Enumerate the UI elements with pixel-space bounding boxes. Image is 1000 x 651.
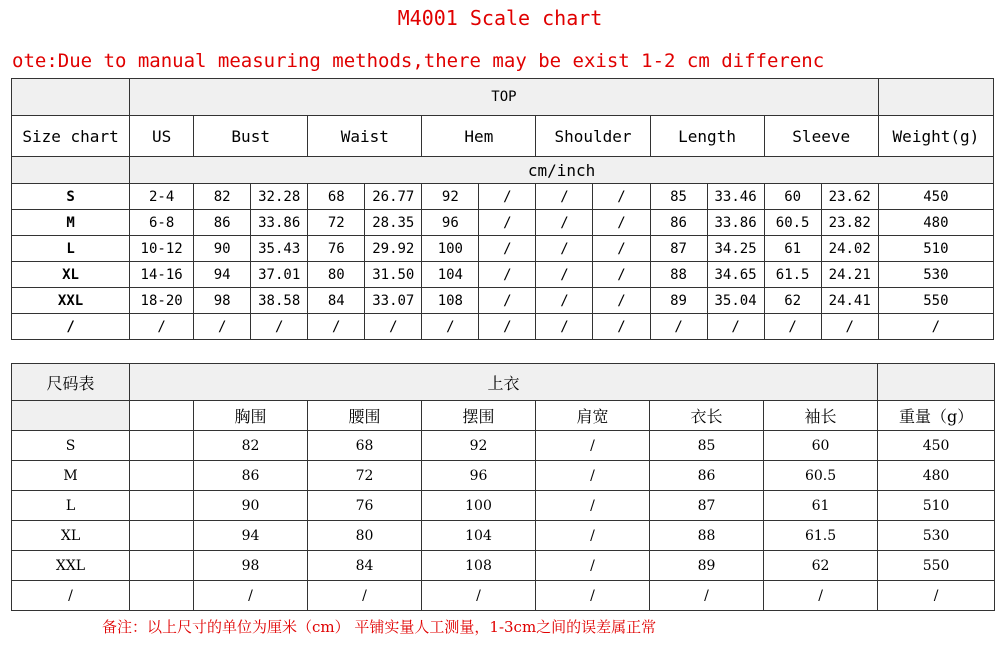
table-row <box>12 314 994 340</box>
size-label-cell: XL <box>12 521 130 551</box>
table-cell: / <box>764 314 821 340</box>
size-label-cell: XL <box>12 262 130 288</box>
table-cell: / <box>536 491 650 521</box>
table-row <box>12 210 994 236</box>
table-cell: 88 <box>650 262 707 288</box>
size-label-cell: M <box>12 210 130 236</box>
table-cell: / <box>821 314 878 340</box>
table-cell: 18-20 <box>130 288 194 314</box>
table-cell: 72 <box>308 461 422 491</box>
chart-title: M4001 Scale chart <box>397 6 603 30</box>
blank-cell <box>130 521 194 551</box>
table-cell: 85 <box>650 184 707 210</box>
table-cell: 72 <box>308 210 365 236</box>
table-cell: 480 <box>878 210 993 236</box>
table-cell: 510 <box>878 491 995 521</box>
header-shoulder-cn: 肩宽 <box>536 401 650 431</box>
table-cell: 32.28 <box>251 184 308 210</box>
table-cell: 33.07 <box>365 288 422 314</box>
table-cell: 68 <box>308 184 365 210</box>
header-length-cn: 衣长 <box>650 401 764 431</box>
table-cell: 33.46 <box>707 184 764 210</box>
size-label-cell: L <box>12 491 130 521</box>
table-cell: 33.86 <box>251 210 308 236</box>
table-cell: 62 <box>764 551 878 581</box>
header-hem-cn: 摆围 <box>422 401 536 431</box>
blank-header-cell <box>878 79 993 116</box>
table-cell: 23.62 <box>821 184 878 210</box>
table-row <box>12 521 995 551</box>
table-cell: / <box>422 581 536 611</box>
table-cell: 24.21 <box>821 262 878 288</box>
table-cell: 35.04 <box>707 288 764 314</box>
table-cell: 28.35 <box>365 210 422 236</box>
table-cell: / <box>479 236 536 262</box>
table-cell: 60.5 <box>764 461 878 491</box>
table-cell: 94 <box>194 521 308 551</box>
footer-note: 备注：以上尺寸的单位为厘米（cm） 平铺实量人工测量，1-3cm之间的误差属正常 <box>102 618 657 636</box>
table-cell: / <box>536 581 650 611</box>
english-size-table <box>11 78 994 340</box>
table-cell: 550 <box>878 288 993 314</box>
group-header-top-cn: 上衣 <box>130 364 878 401</box>
table-cell: 100 <box>422 236 479 262</box>
table-cell: 31.50 <box>365 262 422 288</box>
table-cell: / <box>194 581 308 611</box>
table-cell: / <box>365 314 422 340</box>
table-cell: 26.77 <box>365 184 422 210</box>
table-cell: 96 <box>422 461 536 491</box>
table-cell: 87 <box>650 236 707 262</box>
table-cell: 6-8 <box>130 210 194 236</box>
table-row <box>12 431 995 461</box>
table-cell: / <box>707 314 764 340</box>
table-cell: 92 <box>422 431 536 461</box>
table-cell: 92 <box>422 184 479 210</box>
measurement-note: ote:Due to manual measuring methods,there may be exist 1-2 cm differenc <box>12 50 825 72</box>
table-cell: 35.43 <box>251 236 308 262</box>
blank-cell <box>130 491 194 521</box>
table-cell: / <box>536 288 593 314</box>
size-label-cell: S <box>12 431 130 461</box>
table-cell: 62 <box>764 288 821 314</box>
table-cell: / <box>422 314 479 340</box>
size-label-cell: / <box>12 314 130 340</box>
table-cell: 86 <box>194 210 251 236</box>
table-row <box>12 491 995 521</box>
header-bust: Bust <box>194 116 308 157</box>
table-cell: 34.25 <box>707 236 764 262</box>
table-cell: 98 <box>194 288 251 314</box>
table-cell: / <box>479 262 536 288</box>
table-cell: 61.5 <box>764 521 878 551</box>
table-cell: 84 <box>308 551 422 581</box>
table-row <box>12 288 994 314</box>
table-cell: / <box>536 262 593 288</box>
table-cell: 85 <box>650 431 764 461</box>
table-cell: / <box>536 210 593 236</box>
table-cell: 108 <box>422 551 536 581</box>
table-cell: 68 <box>308 431 422 461</box>
table-cell: 510 <box>878 236 993 262</box>
table-cell: 90 <box>194 236 251 262</box>
table-cell: / <box>650 581 764 611</box>
table-cell: 108 <box>422 288 479 314</box>
table-cell: 80 <box>308 521 422 551</box>
header-size-chart: Size chart <box>12 116 130 157</box>
table-cell: 84 <box>308 288 365 314</box>
table-cell: / <box>130 314 194 340</box>
group-header-top: TOP <box>130 79 879 116</box>
blank-cell <box>130 551 194 581</box>
header-sleeve-cn: 袖长 <box>764 401 878 431</box>
table-cell: 14-16 <box>130 262 194 288</box>
header-sleeve: Sleeve <box>764 116 878 157</box>
table-cell: 82 <box>194 431 308 461</box>
blank-header-cell <box>12 401 130 431</box>
table-row <box>12 551 995 581</box>
table-cell: / <box>593 288 650 314</box>
table-cell: / <box>536 461 650 491</box>
table-row <box>12 262 994 288</box>
table-cell: 450 <box>878 431 995 461</box>
header-waist: Waist <box>308 116 422 157</box>
table-cell: / <box>593 210 650 236</box>
table-cell: 87 <box>650 491 764 521</box>
blank-cell <box>130 431 194 461</box>
table-cell: 89 <box>650 288 707 314</box>
table-cell: 96 <box>422 210 479 236</box>
blank-header-cell <box>130 401 194 431</box>
table-cell: / <box>536 314 593 340</box>
table-cell: 29.92 <box>365 236 422 262</box>
table-cell: 86 <box>194 461 308 491</box>
table-cell: 61.5 <box>764 262 821 288</box>
table-cell: / <box>194 314 251 340</box>
header-chest-cn: 胸围 <box>194 401 308 431</box>
unit-label: cm/inch <box>130 157 994 184</box>
table-row <box>12 581 995 611</box>
blank-unit-cell <box>12 157 130 184</box>
table-cell: / <box>479 184 536 210</box>
table-cell: 530 <box>878 262 993 288</box>
header-weight: Weight(g) <box>878 116 993 157</box>
blank-cell <box>130 581 194 611</box>
table-cell: 86 <box>650 210 707 236</box>
table-row <box>12 184 994 210</box>
table-cell: / <box>536 236 593 262</box>
table-cell: / <box>536 521 650 551</box>
table-row <box>12 461 995 491</box>
table-cell: / <box>593 314 650 340</box>
table-cell: 37.01 <box>251 262 308 288</box>
size-label-cell: M <box>12 461 130 491</box>
table-cell: 104 <box>422 521 536 551</box>
table-cell: / <box>878 581 995 611</box>
table-cell: / <box>536 431 650 461</box>
table-cell: 98 <box>194 551 308 581</box>
table-cell: / <box>479 288 536 314</box>
table-cell: 82 <box>194 184 251 210</box>
blank-header-cell <box>12 79 130 116</box>
table-cell: 530 <box>878 521 995 551</box>
table-cell: / <box>308 314 365 340</box>
table-cell: / <box>536 184 593 210</box>
table-cell: 60 <box>764 431 878 461</box>
table-cell: 24.02 <box>821 236 878 262</box>
table-cell: / <box>764 581 878 611</box>
table-cell: 24.41 <box>821 288 878 314</box>
header-hem: Hem <box>422 116 536 157</box>
size-label-cell: / <box>12 581 130 611</box>
table-cell: 550 <box>878 551 995 581</box>
table-cell: 104 <box>422 262 479 288</box>
size-label-cell: XXL <box>12 288 130 314</box>
table-row <box>12 236 994 262</box>
header-shoulder: Shoulder <box>536 116 650 157</box>
table-cell: / <box>593 184 650 210</box>
blank-cell <box>130 461 194 491</box>
table-cell: 480 <box>878 461 995 491</box>
table-cell: / <box>593 236 650 262</box>
header-length: Length <box>650 116 764 157</box>
table-cell: 89 <box>650 551 764 581</box>
table-cell: 76 <box>308 491 422 521</box>
table-cell: 100 <box>422 491 536 521</box>
table-cell: 61 <box>764 236 821 262</box>
table-cell: / <box>536 551 650 581</box>
table-cell: / <box>650 314 707 340</box>
table-cell: 34.65 <box>707 262 764 288</box>
table-cell: / <box>479 210 536 236</box>
chinese-size-table <box>11 363 995 611</box>
table-cell: 60 <box>764 184 821 210</box>
table-cell: 38.58 <box>251 288 308 314</box>
header-weight-cn: 重量（g） <box>878 401 995 431</box>
table-cell: 23.82 <box>821 210 878 236</box>
table-cell: 450 <box>878 184 993 210</box>
table-cell: 60.5 <box>764 210 821 236</box>
table-cell: 94 <box>194 262 251 288</box>
table-cell: / <box>308 581 422 611</box>
table-cell: 80 <box>308 262 365 288</box>
table-cell: / <box>251 314 308 340</box>
table-cell: 88 <box>650 521 764 551</box>
table-cell: 90 <box>194 491 308 521</box>
table-cell: 61 <box>764 491 878 521</box>
table-cell: 86 <box>650 461 764 491</box>
table-cell: 10-12 <box>130 236 194 262</box>
header-us: US <box>130 116 194 157</box>
table-cell: 2-4 <box>130 184 194 210</box>
table-cell: / <box>479 314 536 340</box>
corner-label: 尺码表 <box>12 364 130 401</box>
size-label-cell: L <box>12 236 130 262</box>
table-cell: / <box>593 262 650 288</box>
table-cell: 76 <box>308 236 365 262</box>
header-waist-cn: 腰围 <box>308 401 422 431</box>
size-label-cell: S <box>12 184 130 210</box>
table-cell: / <box>878 314 993 340</box>
table-cell: 33.86 <box>707 210 764 236</box>
blank-header-cell <box>878 364 995 401</box>
size-label-cell: XXL <box>12 551 130 581</box>
